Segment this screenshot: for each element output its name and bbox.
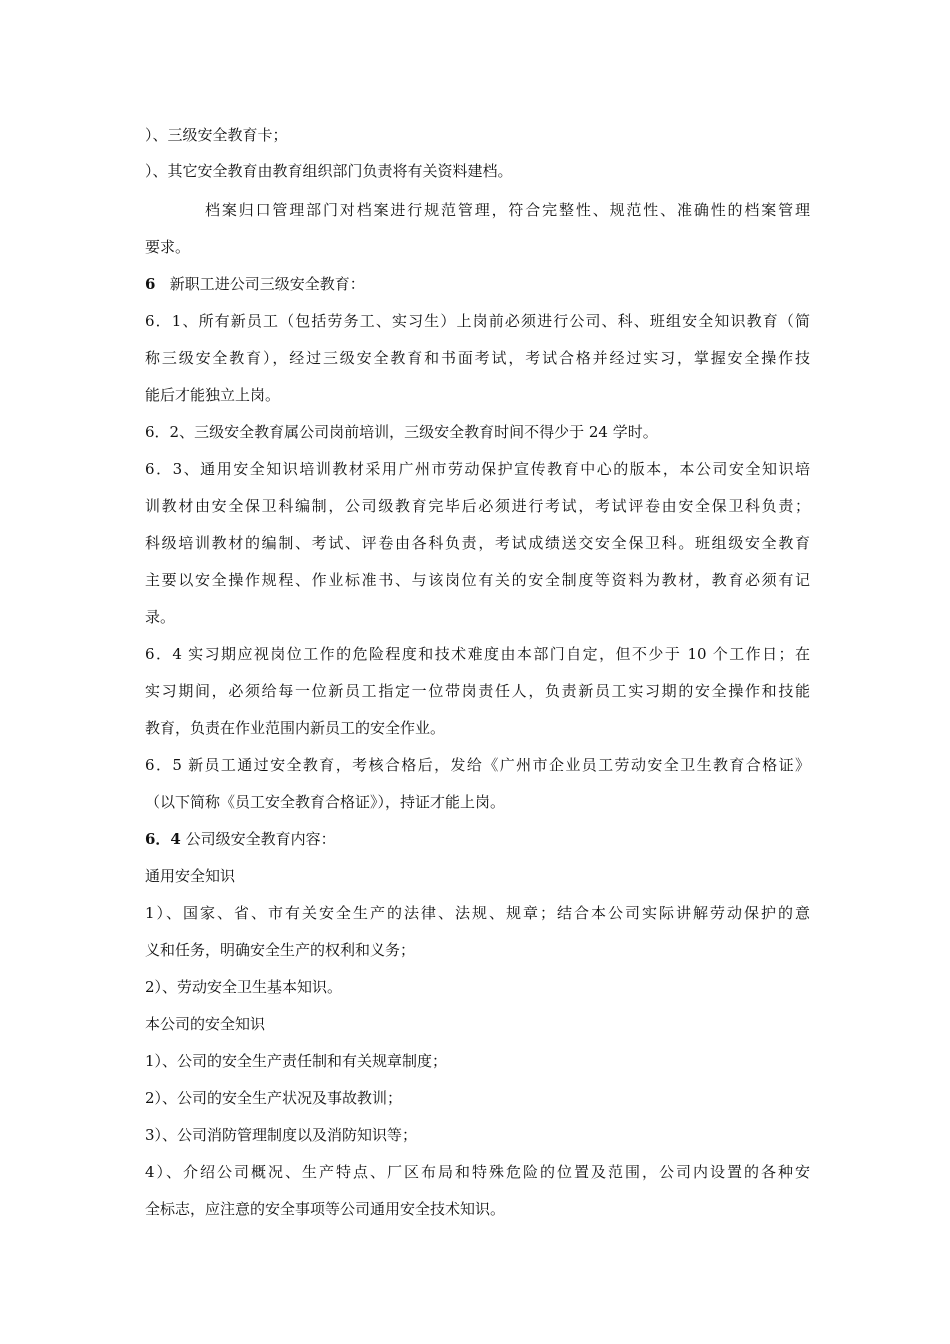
text-line: 2）、劳动安全卫生基本知识。 xyxy=(145,978,343,996)
text-line: 3）、公司消防管理制度以及消防知识等； xyxy=(145,1126,418,1144)
text-line: 训教材由安全保卫科编制，公司级教育完毕后必须进行考试，考试评卷由安全保卫科负责； xyxy=(145,497,810,515)
text-line: 4）、介绍公司概况、生产特点、厂区布局和特殊危险的位置及范围，公司内设置的各种安 xyxy=(145,1163,810,1181)
text-line: 全标志，应注意的安全事项等公司通用安全技术知识。 xyxy=(145,1200,506,1218)
text-line: 档案归口管理部门对档案进行规范管理，符合完整性、规范性、准确性的档案管理 xyxy=(205,201,810,219)
section-heading xyxy=(145,828,810,850)
text-line: 6．3、通用安全知识培训教材采用广州市劳动保护宣传教育中心的版本，本公司安全知识培 xyxy=(145,460,810,478)
text-line: 能后才能独立上岗。 xyxy=(145,386,281,404)
section-number: 6．4 xyxy=(145,830,181,848)
text-line: 实习期间，必须给每一位新员工指定一位带岗责任人，负责新员工实习期的安全操作和技能 xyxy=(145,682,810,700)
text-line: 本公司的安全知识 xyxy=(145,1015,266,1033)
section-title: 公司级安全教育内容： xyxy=(185,830,336,848)
text-line: 2）、公司的安全生产状况及事故教训； xyxy=(145,1089,403,1107)
text-line: 6．1、所有新员工（包括劳务工、实习生）上岗前必须进行公司、科、班组安全知识教育（简 xyxy=(145,312,810,330)
text-line: 称三级安全教育），经过三级安全教育和书面考试，考试合格并经过实习，掌握安全操作技 xyxy=(145,349,810,367)
section-number: 6 xyxy=(145,275,156,293)
text-line: 科级培训教材的编制、考试、评卷由各科负责，考试成绩送交安全保卫科。班组级安全教育 xyxy=(145,534,810,552)
text-line: 1）、公司的安全生产责任制和有关规章制度； xyxy=(145,1052,448,1070)
text-line: 通用安全知识 xyxy=(145,867,236,885)
text-line: 6．4 实习期应视岗位工作的危险程度和技术难度由本部门自定，但不少于 10 个工作日；在 xyxy=(145,645,810,663)
text-line: 教育，负责在作业范围内新员工的安全作业。 xyxy=(145,719,446,737)
text-line: 6．2、三级安全教育属公司岗前培训，三级安全教育时间不得少于 24 学时。 xyxy=(145,423,658,441)
text-line: ）、三级安全教育卡； xyxy=(145,126,288,144)
text-line: 主要以安全操作规程、作业标准书、与该岗位有关的安全制度等资料为教材，教育必须有记 xyxy=(145,571,810,589)
text-line: （以下简称《员工安全教育合格证》），持证才能上岗。 xyxy=(145,793,506,811)
text-line: 6．5 新员工通过安全教育，考核合格后，发给《广州市企业员工劳动安全卫生教育合格证》 xyxy=(145,756,810,774)
section-title: 新职工进公司三级安全教育： xyxy=(169,275,365,293)
text-line: ）、其它安全教育由教育组织部门负责将有关资料建档。 xyxy=(145,162,513,180)
text-line: 录。 xyxy=(145,608,176,626)
text-line: 义和任务，明确安全生产的权利和义务； xyxy=(145,941,416,959)
section-heading xyxy=(145,273,810,295)
text-line: 1）、国家、省、市有关安全生产的法律、法规、规章；结合本公司实际讲解劳动保护的意 xyxy=(145,904,810,922)
text-line: 要求。 xyxy=(145,238,191,256)
